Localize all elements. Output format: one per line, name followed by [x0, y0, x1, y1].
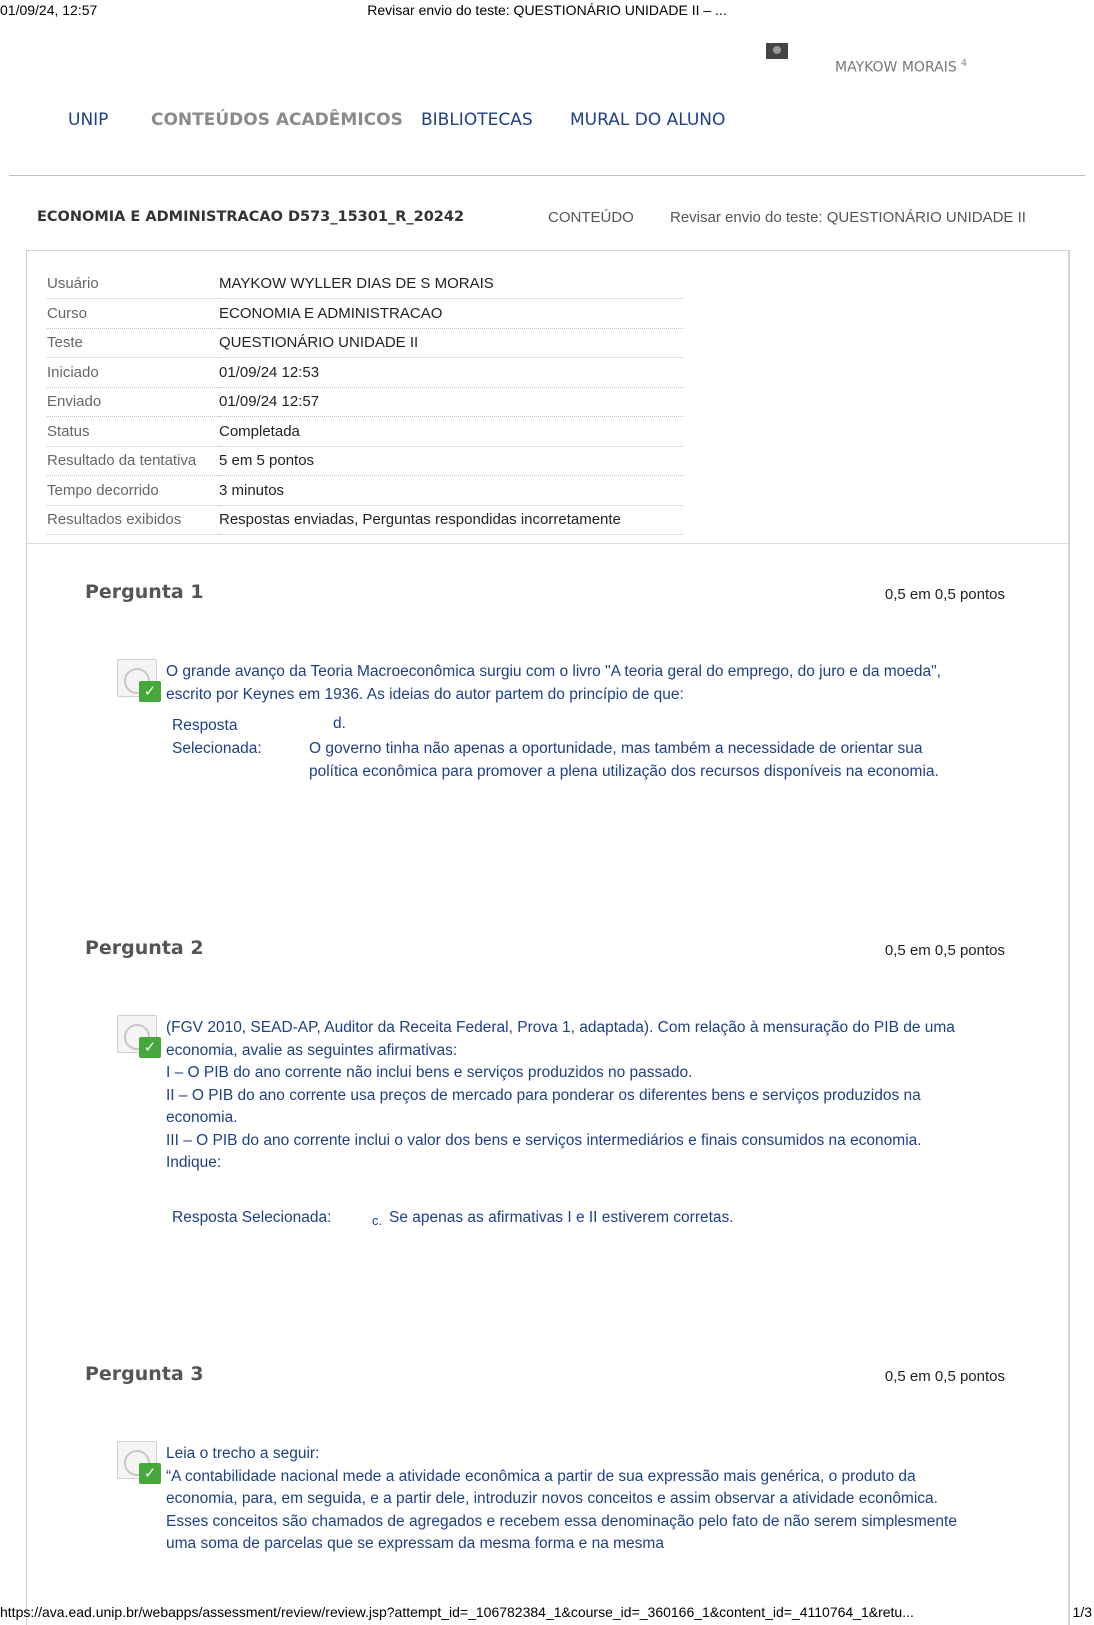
summary-label: Enviado [47, 387, 219, 417]
breadcrumb-content[interactable]: CONTEÚDO [548, 209, 634, 226]
question-1 [27, 581, 1069, 841]
summary-value: 3 minutos [219, 476, 683, 506]
breadcrumb-current-page: Revisar envio do teste: QUESTIONÁRIO UNIDADE II [670, 209, 1026, 226]
summary-table [47, 269, 683, 535]
summary-label: Iniciado [47, 358, 219, 388]
print-url: https://ava.ead.unip.br/webapps/assessment/review/review.jsp?attempt_id=_106782384_1&course_id=_360166_1&content_id=_4110764_1&retu... [0, 1604, 914, 1620]
question-paragraph: II – O PIB do ano corrente usa preços de mercado para ponderar os diferentes bens e serviços produzidos na economia. [166, 1086, 921, 1126]
tab-unip[interactable]: UNIP [68, 110, 109, 130]
answer-letter: c. [372, 1213, 383, 1228]
question-title: Pergunta 3 [85, 1363, 204, 1385]
summary-value: Completada [219, 417, 683, 447]
tab-conteudos-academicos[interactable]: CONTEÚDOS ACADÊMICOS [151, 110, 403, 130]
question-points: 0,5 em 0,5 pontos [884, 1368, 1005, 1385]
print-title: Revisar envio do teste: QUESTIONÁRIO UNIDADE II – ... [367, 2, 727, 18]
print-footer [0, 1604, 1094, 1624]
breadcrumb-course[interactable]: ECONOMIA E ADMINISTRACAO D573_15301_R_20242 [37, 209, 465, 225]
summary-row [47, 505, 683, 535]
question-paragraph: I – O PIB do ano corrente não inclui bens e serviços produzidos no passado. [166, 1064, 693, 1081]
question-points: 0,5 em 0,5 pontos [884, 586, 1005, 603]
answer-label: Resposta Selecionada: [172, 717, 262, 757]
nav-divider [9, 175, 1085, 176]
summary-row [47, 387, 683, 417]
summary-row [47, 358, 683, 388]
question-title: Pergunta 2 [85, 937, 204, 959]
question-paragraph: O grande avanço da Teoria Macroeconômica surgiu com o livro "A teoria geral do emprego, do juro e da moeda", escrito por Keynes em 1936. As ideias do autor partem do princípio de que: [166, 663, 941, 703]
print-header [0, 2, 1094, 22]
tab-mural-do-aluno[interactable]: MURAL DO ALUNO [570, 110, 726, 130]
summary-row [47, 299, 683, 329]
question-text [166, 1017, 966, 1175]
summary-row [47, 446, 683, 476]
summary-value: 01/09/24 12:57 [219, 387, 683, 417]
summary-value: QUESTIONÁRIO UNIDADE II [219, 328, 683, 358]
question-2 [27, 937, 1069, 1237]
summary-label: Resultado da tentativa [47, 446, 219, 476]
answer-text: O governo tinha não apenas a oportunidade, mas também a necessidade de orientar sua política econômica para promover a plena utilização dos recursos disponíveis na economia. [309, 740, 939, 780]
print-date: 01/09/24, 12:57 [0, 2, 98, 18]
summary-label: Curso [47, 299, 219, 329]
breadcrumb [37, 209, 1057, 231]
attempt-summary [27, 251, 1069, 544]
question-points: 0,5 em 0,5 pontos [884, 942, 1005, 959]
question-paragraph: Leia o trecho a seguir: [166, 1445, 320, 1462]
summary-value: MAYKOW WYLLER DIAS DE S MORAIS [219, 269, 683, 299]
checkmark-icon: ✓ [139, 1463, 161, 1484]
summary-value: ECONOMIA E ADMINISTRACAO [219, 299, 683, 329]
avatar[interactable] [766, 43, 788, 59]
checkmark-icon: ✓ [139, 1037, 161, 1058]
summary-label: Teste [47, 328, 219, 358]
summary-value: Respostas enviadas, Perguntas respondidas incorretamente [219, 505, 683, 535]
print-page-number: 1/3 [1072, 1604, 1092, 1620]
summary-row [47, 328, 683, 358]
summary-row [47, 269, 683, 299]
answer-letter: d. [333, 715, 346, 732]
notification-badge[interactable]: 4 [960, 58, 968, 69]
question-paragraph: Indique: [166, 1154, 222, 1171]
correct-answer-icon [117, 659, 163, 703]
tab-bibliotecas[interactable]: BIBLIOTECAS [421, 110, 533, 130]
user-name[interactable] [835, 58, 967, 76]
correct-answer-icon [117, 1015, 163, 1059]
question-paragraph: III – O PIB do ano corrente inclui o valor dos bens e serviços intermediários e finais consumidos na economia. [166, 1131, 922, 1149]
question-paragraph: (FGV 2010, SEAD-AP, Auditor da Receita Federal, Prova 1, adaptada). Com relação à mensuração do PIB de uma economia, avalie as seguintes afirmativas: [166, 1019, 955, 1059]
user-menu[interactable] [760, 40, 1080, 80]
question-3 [27, 1363, 1069, 1603]
question-paragraph: “A contabilidade nacional mede a atividade econômica a partir de sua expressão mais genérica, o produto da economia, para, em seguida, e a partir dele, introduzir novos conceitos e assim observar a atividade econômica. Esses conceitos são chamados de agregados e recebem essa denominação pelo fato de não serem simplesmente uma soma de parcelas que se expressam da mesma forma e na mesma [166, 1467, 957, 1552]
summary-row [47, 476, 683, 506]
summary-label: Tempo decorrido [47, 476, 219, 506]
summary-value: 01/09/24 12:53 [219, 358, 683, 388]
answer-text: Se apenas as afirmativas I e II estiverem corretas. [389, 1209, 734, 1226]
summary-row [47, 417, 683, 447]
user-name-label: MAYKOW MORAIS [835, 59, 957, 76]
summary-label: Resultados exibidos [47, 505, 219, 535]
checkmark-icon: ✓ [139, 681, 161, 702]
question-text [166, 661, 966, 706]
review-panel [26, 250, 1070, 1625]
summary-label: Status [47, 417, 219, 447]
correct-answer-icon [117, 1441, 163, 1485]
answer-label: Resposta Selecionada: [172, 1209, 332, 1226]
question-title: Pergunta 1 [85, 581, 204, 603]
summary-label: Usuário [47, 269, 219, 299]
question-text [166, 1443, 966, 1556]
summary-value: 5 em 5 pontos [219, 446, 683, 476]
